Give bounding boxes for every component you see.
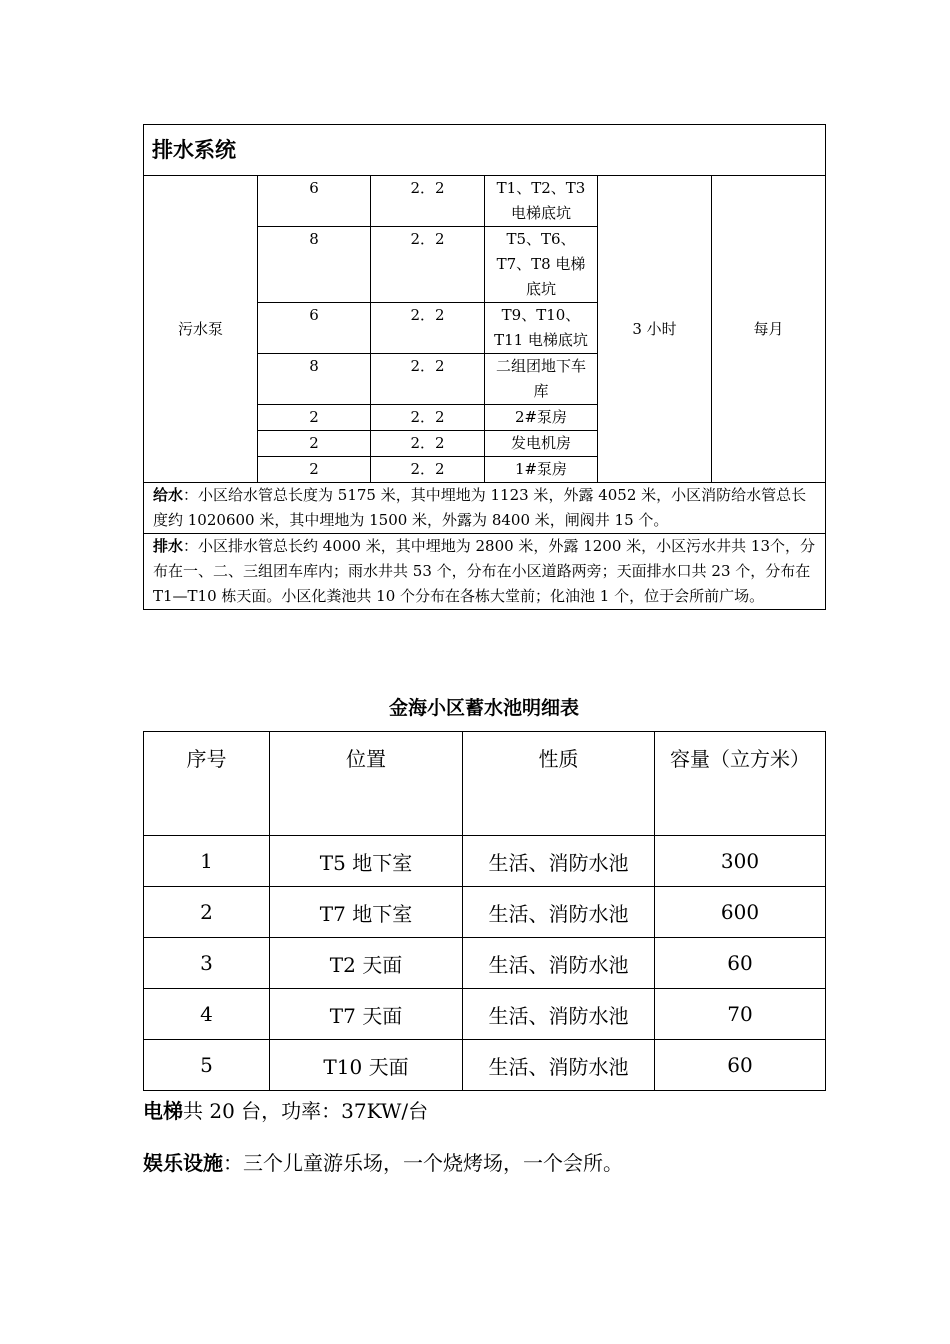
elevator-line	[143, 1096, 428, 1126]
water-supply-note	[144, 483, 826, 534]
pump-qty-cell: 2	[258, 405, 371, 431]
pump-location-cell: 1#泵房	[485, 457, 598, 483]
pump-location-cell: T1、T2、T3电梯底坑	[485, 176, 598, 227]
pump-location-cell: 发电机房	[485, 431, 598, 457]
pump-qty-cell: 6	[258, 176, 371, 227]
drainage-title: 排水系统	[144, 125, 826, 176]
pump-power-cell: 2．2	[371, 431, 485, 457]
pump-power-cell: 2．2	[371, 227, 485, 303]
cell-location: T2 天面	[270, 938, 463, 989]
header-cell-type: 性质	[463, 732, 655, 836]
cell-location: T10 天面	[270, 1040, 463, 1091]
header-cell-capacity: 容量（立方米）	[655, 732, 826, 836]
drainage-text: ：小区排水管总长约 4000 米，其中埋地为 2800 米，外露 1200 米，小区污水井共 13个，分布在一、二、三组团车库内；雨水井共 53 个，分布在小区道路两旁；天面排水口共 23 个，分布在 T1—T10 栋天面。小区化粪池共 10 个分布在各栋大堂前；化油池 1 个，位于会所前广场。	[153, 537, 816, 605]
recreation-label: 娱乐设施	[143, 1151, 223, 1175]
pump-location-cell: T9、T10、T11 电梯底坑	[485, 303, 598, 354]
cell-capacity: 60	[655, 938, 826, 989]
pump-qty-cell: 8	[258, 227, 371, 303]
reservoir-table	[143, 731, 826, 1091]
cell-type: 生活、消防水池	[463, 836, 655, 887]
pump-power-cell: 2．2	[371, 457, 485, 483]
pump-name-cell: 污水泵	[144, 176, 258, 483]
pump-power-cell: 2．2	[371, 303, 485, 354]
water-supply-label: 给水	[153, 486, 184, 504]
cell-capacity: 600	[655, 887, 826, 938]
elevator-text: 共 20 台，功率：37KW/台	[183, 1099, 429, 1123]
pump-location-cell: T5、T6、T7、T8 电梯底坑	[485, 227, 598, 303]
pump-location-cell: 二组团地下车库	[485, 354, 598, 405]
pump-qty-cell: 2	[258, 457, 371, 483]
pump-qty-cell: 2	[258, 431, 371, 457]
cell-capacity: 300	[655, 836, 826, 887]
cell-type: 生活、消防水池	[463, 938, 655, 989]
table-row	[144, 1040, 826, 1091]
water-supply-text: ：小区给水管总长度为 5175 米，其中埋地为 1123 米，外露 4052 米，小区消防给水管总长度约 1020600 米，其中埋地为 1500 米，外露为 8400 米，闸阀井 15 个。	[153, 486, 807, 529]
recreation-text: ：三个儿童游乐场，一个烧烤场，一个会所。	[223, 1151, 623, 1175]
cell-no: 3	[144, 938, 270, 989]
pump-qty-cell: 8	[258, 354, 371, 405]
cell-no: 1	[144, 836, 270, 887]
pump-power-cell: 2．2	[371, 176, 485, 227]
elevator-label: 电梯	[143, 1099, 183, 1123]
header-cell-location: 位置	[270, 732, 463, 836]
cell-capacity: 70	[655, 989, 826, 1040]
pump-power-cell: 2．2	[371, 405, 485, 431]
cell-capacity: 60	[655, 1040, 826, 1091]
reservoir-header-row	[144, 732, 826, 836]
cell-type: 生活、消防水池	[463, 1040, 655, 1091]
table-row	[144, 938, 826, 989]
drainage-note	[144, 534, 826, 610]
table-row	[144, 887, 826, 938]
reservoir-table-title: 金海小区蓄水池明细表	[388, 697, 579, 719]
pump-power-cell: 2．2	[371, 354, 485, 405]
cell-location: T5 地下室	[270, 836, 463, 887]
cell-location: T7 地下室	[270, 887, 463, 938]
pump-location-cell: 2#泵房	[485, 405, 598, 431]
duration-cell: 3 小时	[598, 176, 712, 483]
table-row	[144, 989, 826, 1040]
cell-type: 生活、消防水池	[463, 989, 655, 1040]
cell-no: 4	[144, 989, 270, 1040]
cell-no: 5	[144, 1040, 270, 1091]
pump-qty-cell: 6	[258, 303, 371, 354]
cell-no: 2	[144, 887, 270, 938]
frequency-cell: 每月	[712, 176, 826, 483]
drainage-label: 排水	[153, 537, 184, 555]
cell-type: 生活、消防水池	[463, 887, 655, 938]
header-cell-no: 序号	[144, 732, 270, 836]
cell-location: T7 天面	[270, 989, 463, 1040]
drainage-system-table	[143, 124, 826, 610]
recreation-line	[143, 1148, 623, 1178]
table-row	[144, 836, 826, 887]
